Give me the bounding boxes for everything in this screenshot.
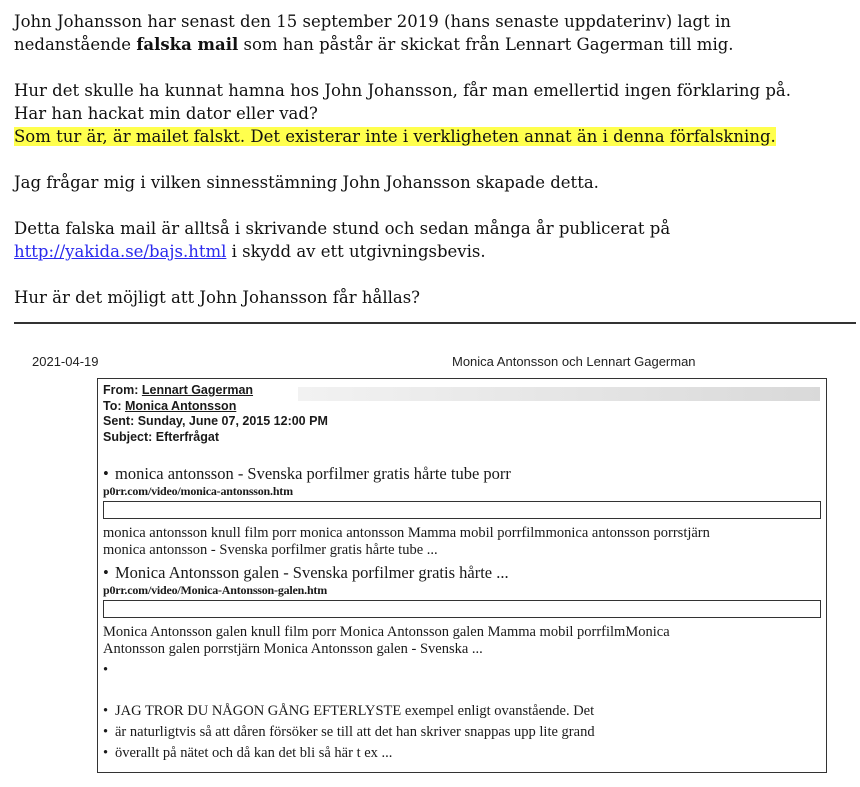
paragraph-3: Jag frågar mig i vilken sinnesstämning John Johansson skapade detta. (14, 173, 599, 192)
highlighted-sentence: Som tur är, är mailet falskt. Det existerar inte i verkligheten annat än i denna förfalskning. (14, 127, 776, 146)
empty-box (103, 600, 821, 618)
scanned-document (14, 340, 856, 785)
from-line: From: Lennart Gagerman (103, 383, 254, 397)
email-body (103, 464, 821, 764)
paragraph-4: Detta falska mail är alltså i skrivande stund och sedan många år publicerat på http://yakida.se/bajs.html i skydd av ett utgivningsbevis. (14, 219, 671, 261)
result-title-1: • monica antonsson - Svenska porfilmer gratis hårte tube porr (103, 464, 511, 483)
result-snippet-1a: monica antonsson knull film porr monica antonsson Mamma mobil porrfilmmonica antonsson porrstjärn (103, 525, 710, 541)
paragraph-5: Hur är det möjligt att John Johansson får hållas? (14, 288, 421, 307)
header-shade (298, 387, 820, 401)
from-name: Lennart Gagerman (141, 383, 254, 397)
scan-date: 2021-04-19 (32, 354, 99, 369)
bullet-icon: • (103, 464, 109, 483)
email-printout (97, 378, 827, 773)
intro-text (14, 10, 849, 332)
closing-line-2: • är naturligtvis så att dåren försöker se till att det han skriver snappas upp lite grand (103, 722, 821, 743)
empty-box (103, 501, 821, 519)
result-snippet-2a: Monica Antonsson galen knull film porr Monica Antonsson galen Mamma mobil porrfilmMonica (103, 624, 670, 640)
bold-phrase: falska mail (136, 35, 239, 54)
result-url-2: p0rr.com/video/Monica-Antonsson-galen.htm (103, 583, 328, 597)
scan-names: Monica Antonsson och Lennart Gagerman (452, 354, 696, 369)
closing-line-3: • överallt på nätet och då kan det bli så här t ex ... (103, 743, 821, 764)
bullet-icon: • (103, 724, 109, 740)
paragraph-2: Hur det skulle ha kunnat hamna hos John Johansson, får man emellertid ingen förklaring på. Har han hackat min dator eller vad? Som tur är, är mailet falskt. Det existerar inte i verkligheten annat än i denna förfalskning. (14, 81, 791, 146)
lone-bullet (103, 662, 821, 679)
result-url-1: p0rr.com/video/monica-antonsson.htm (103, 484, 293, 498)
divider (14, 322, 856, 324)
to-line: To: Monica Antonsson (103, 398, 237, 413)
result-snippet-1b: monica antonsson - Svenska porfilmer gratis hårte tube ... (103, 542, 438, 558)
to-name: Monica Antonsson (124, 398, 237, 413)
bullet-icon: • (103, 745, 109, 761)
closing-line-1: • JAG TROR DU NÅGON GÅNG EFTERLYSTE exempel enligt ovanstående. Det (103, 701, 821, 722)
bullet-icon: • (103, 662, 109, 678)
bullet-icon: • (103, 563, 109, 582)
sent-line: Sent: Sunday, June 07, 2015 12:00 PM (103, 414, 328, 428)
yakida-link[interactable]: http://yakida.se/bajs.html (14, 242, 227, 261)
bullet-icon: • (103, 703, 109, 719)
subject-line: Subject: Efterfrågat (103, 429, 219, 444)
email-header (103, 383, 328, 445)
paragraph-1: John Johansson har senast den 15 september 2019 (hans senaste uppdaterinv) lagt in nedanstående falska mail som han påstår är skickat från Lennart Gagerman till mig. (14, 12, 734, 54)
result-snippet-2b: Antonsson galen porrstjärn Monica Antonsson galen - Svenska ... (103, 641, 483, 657)
result-title-2: • Monica Antonsson galen - Svenska porfilmer gratis hårte ... (103, 563, 509, 582)
